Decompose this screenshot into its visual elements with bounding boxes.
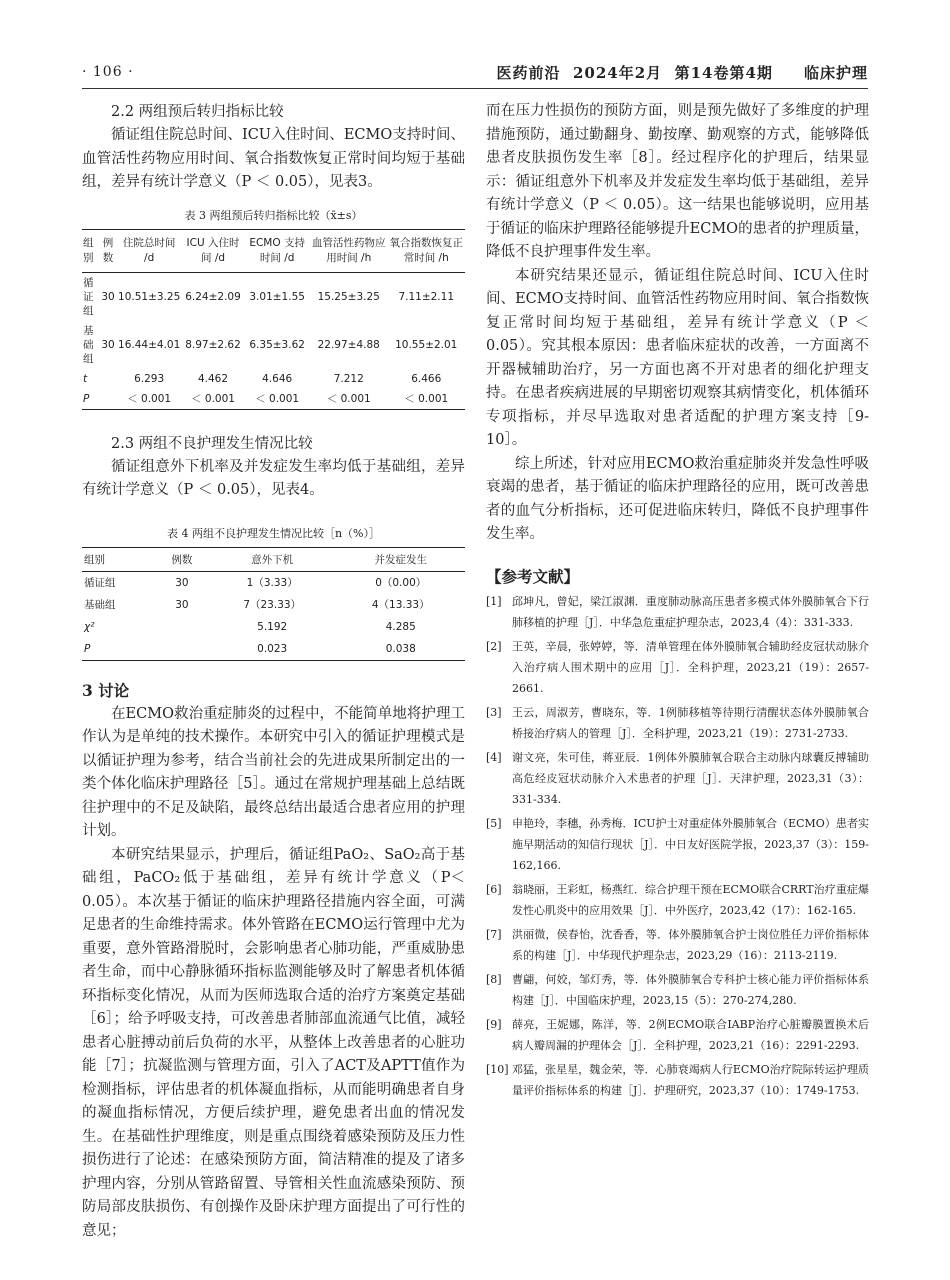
section-2-2-para: 循证组住院总时间、ICU入住时间、ECMO支持时间、血管活性药物应用时间、氧合指数恢复正常时间均短于基础组，差异有统计学意义（P ＜ 0.05），见表3。	[82, 127, 465, 190]
discussion-continued-para: 而在压力性损伤的预防方面，则是预先做好了多维度的护理措施预防，通过勤翻身、勤按摩、勤观察的方式，能够降低患者皮肤损伤发生率［8］。经过程序化的护理后，结果显示：循证组意外下机率及并发症发生率均低于基础组，差异有统计学意义（P ＜ 0.05）。这一结果也能够说明，应用基于循证的临床护理路径能够提升ECMO的患者的护理质量，降低不良护理事件发生率。	[486, 103, 869, 260]
table-cell: 0.038	[385, 642, 416, 655]
reference-text: 薛亮，王妮娜，陈洋，等．2例ECMO联合IABP治疗心脏瓣膜置换术后病人瓣周漏的护理体会［J］．全科护理，2023,21（16）：2291-2293.	[512, 1017, 869, 1052]
table-row	[82, 389, 465, 410]
table-cell: 16.44±4.01	[118, 338, 181, 351]
discussion-para2: 本研究结果还显示，循证组住院总时间、ICU入住时间、ECMO支持时间、血管活性药物应用时间、氧合指数恢复正常时间均短于基础组，差异有统计学意义（P ＜ 0.05）。究其根本原因：患者临床症状的改善，一方面离不开器械辅助治疗，另一方面也离不开对患者的细化护理支持。在患者疾病进展的早期密切观察其病情变化，机体循环专项指标，并尽早选取对患者适配的护理方案支持［9-10］。	[486, 267, 869, 448]
table-cell: P	[84, 642, 91, 655]
table-row	[82, 272, 465, 321]
table3-caption: 表 3 两组预后转归指标比较（x̄±s）	[184, 208, 363, 222]
reference-text: 申艳玲，李穗，孙秀梅．ICU护士对重症体外膜肺氧合（ECMO）患者实施早期活动的知信行现状［J］．中日友好医院学报，2023,37（3）：159-162,166.	[512, 816, 869, 872]
reference-item	[486, 1059, 869, 1101]
table-cell: 30	[175, 576, 189, 589]
table-header-cell: 并发症发生	[336, 547, 465, 571]
reference-text: 洪丽微，侯春怡，沈香香，等．体外膜肺氧合护士岗位胜任力评价指标体系的构建［J］．中华现代护理杂志，2023,29（16）：2113-2119.	[512, 927, 869, 962]
table-cell: 6.35±3.62	[249, 338, 305, 351]
table-cell: 0（0.00）	[375, 576, 427, 589]
table-cell: 4.285	[385, 620, 416, 633]
section-3-para2: 本研究结果显示，护理后，循证组PaO₂、SaO₂高于基础组，PaCO₂低于基础组，差异有统计学意义（P＜0.05）。本次基于循证的临床护理路径措施内容全面，可满足患者的生命维持需求。体外管路在ECMO运行管理中尤为重要，意外管路滑脱时，会影响患者心肺功能，严重威胁患者生命，而中心静脉循环指标监测能够及时了解患者机体循环指标变化情况，从而为医师选取合适的治疗方案奠定基础［6］；给予呼吸支持，可改善患者肺部血流通气比值，减轻患者心脏搏动前后负荷的水平，从整体上改善患者的心脏功能［7］；抗凝监测与管理方面，引入了ACT及APTT值作为检测指标，评估患者的机体凝血指标，从而能明确患者自身的凝血指标情况，方便后续护理，避免患者出血的情况发生。在基础性护理维度，则是重点围绕着感染预防及压力性损伤进行了论述：在感染预防方面，简洁精准的提及了诸多护理内容，分别从管路留置、导管相关性血流感染预防、预防局部皮肤损伤、有创操作及卧床护理方面提出了可行性的意见；	[82, 846, 465, 1239]
reference-number: [8]	[486, 972, 502, 986]
table-cell: t	[83, 372, 88, 385]
section-2-3-para: 循证组意外下机率及并发症发生率均低于基础组，差异有统计学意义（P ＜ 0.05），见表4。	[82, 458, 465, 498]
table-cell: ＜ 0.001	[326, 392, 371, 405]
left-column	[82, 100, 465, 1243]
table-cell: 1（3.33）	[246, 576, 298, 589]
conclusion-para: 综上所述，针对应用ECMO救治重症肺炎并发急性呼吸衰竭的患者，基于循证的临床护理路径的应用，既可改善患者的血气分析指标，还可促进临床转归，降低不良护理事件发生率。	[486, 455, 869, 542]
table-cell: 基础组	[83, 324, 94, 365]
reference-number: [5]	[486, 816, 502, 830]
table4-caption: 表 4 两组不良护理发生情况比较［n（%）］	[166, 526, 381, 540]
table-cell	[156, 638, 208, 661]
table-row	[82, 616, 465, 638]
table-cell: ＜ 0.001	[255, 392, 300, 405]
reference-item	[486, 591, 869, 633]
reference-item	[486, 636, 869, 699]
reference-text: 邱坤凡，曾妃，梁江淑渊．重度肺动脉高压患者多模式体外膜肺氧合下行肺移植的护理［J］．中华急危重症护理杂志，2023,4（4）：331-333.	[512, 594, 869, 629]
table-header-cell: 意外下机	[208, 547, 337, 571]
reference-number: [3]	[486, 705, 502, 719]
reference-number: [1]	[486, 594, 502, 608]
table-cell: 30	[175, 598, 189, 611]
reference-number: [4]	[486, 750, 502, 764]
reference-item	[486, 747, 869, 810]
reference-item	[486, 1014, 869, 1056]
table-cell: 0.023	[257, 642, 288, 655]
table-cell: χ²	[84, 620, 95, 633]
table-cell	[99, 369, 116, 389]
section-3-title: 3 讨论	[82, 680, 130, 700]
reference-item	[486, 879, 869, 921]
table-row	[82, 594, 465, 616]
table-cell: 8.97±2.62	[185, 338, 241, 351]
table-cell: 10.51±3.25	[118, 290, 181, 303]
table-row	[82, 571, 465, 594]
reference-text: 王云，周淑芳，曹晓东，等．1例肺移植等待期行清醒状态体外膜肺氧合桥接治疗病人的管理［J］．全科护理，2023,21（19）：2731-2733.	[512, 705, 869, 740]
table-cell: ＜ 0.001	[127, 392, 172, 405]
table-header-cell: 血管活性药物应用时间 /h	[310, 229, 387, 272]
table-cell: 15.25±3.25	[317, 290, 380, 303]
reference-number: [10]	[486, 1062, 509, 1076]
running-header	[82, 58, 868, 89]
table-row	[82, 638, 465, 661]
reference-text: 翁晓丽，王彩虹，杨燕红．综合护理干预在ECMO联合CRRT治疗重症爆发性心肌炎中的应用效果［J］．中外医疗，2023,42（17）：162-165.	[512, 882, 869, 917]
table-row	[82, 369, 465, 389]
table-cell: 30	[101, 290, 115, 303]
table-row	[82, 321, 465, 369]
table-cell: 7.11±2.11	[398, 290, 455, 303]
section-2-3-title: 2.3 两组不良护理发生情况比较	[111, 435, 313, 452]
table-cell	[99, 389, 116, 410]
references-list	[486, 591, 869, 1101]
table-cell: P	[83, 392, 90, 405]
reference-number: [2]	[486, 639, 502, 653]
table-cell: 4.462	[197, 372, 229, 385]
page-number: · 106 ·	[82, 64, 134, 80]
table-cell: ＜ 0.001	[404, 392, 449, 405]
right-column	[486, 100, 869, 1104]
table-header-cell: ICU 入住时间 /d	[182, 229, 245, 272]
table-cell	[156, 616, 208, 638]
reference-text: 邓猛，张星星，魏金荣，等．心肺衰竭病人行ECMO治疗院际转运护理质量评价指标体系的构建［J］．护理研究，2023,37（10）：1749-1753.	[512, 1062, 869, 1097]
table-cell: 10.55±2.01	[395, 338, 458, 351]
reference-item	[486, 702, 869, 744]
table-header-cell: 住院总时间 /d	[117, 229, 182, 272]
reference-text: 王英，辛晨，张婷婷，等．清单管理在体外膜肺氧合辅助经皮冠状动脉介入治疗病人围术期中的应用［J］．全科护理，2023,21（19）：2657-2661.	[512, 639, 869, 695]
table-header-cell: 组别	[82, 229, 99, 272]
table-cell: 7.212	[333, 372, 364, 385]
table-cell: 4.646	[262, 372, 293, 385]
table-cell: 3.01±1.55	[249, 290, 305, 303]
table-cell: 30	[101, 338, 115, 351]
table-cell: 基础组	[84, 598, 116, 611]
table3	[82, 229, 465, 410]
table-header-cell: 组别	[82, 547, 156, 571]
table-header-cell: 例数	[156, 547, 208, 571]
section-2-2-title: 2.2 两组预后转归指标比较	[111, 104, 284, 120]
reference-number: [7]	[486, 927, 502, 941]
reference-number: [6]	[486, 882, 502, 896]
table-cell: ＜ 0.001	[191, 392, 235, 405]
section-3-para1: 在ECMO救治重症肺炎的过程中，不能简单地将护理工作认为是单纯的技术操作。本研究中引入的循证护理模式是以循证护理为参考，结合当前社会的先进成果所制定出的一类个体化临床护理路径［5］。通过在常规护理基础上总结既往护理中的不足及缺陷，最终总结出最适合患者应用的护理计划。	[82, 705, 465, 839]
table-cell: 5.192	[257, 620, 288, 633]
table-cell: 6.24±2.09	[185, 290, 241, 303]
table-cell: 4（13.33）	[371, 598, 430, 611]
reference-item	[486, 924, 869, 966]
table4	[82, 547, 465, 661]
table-header-cell: 氧合指数恢复正常时间 /h	[387, 229, 465, 272]
table-cell: 循证组	[83, 276, 94, 317]
reference-number: [9]	[486, 1017, 502, 1031]
table-cell: 6.293	[134, 372, 165, 385]
reference-text: 曹翩，何姣，邹灯秀，等．体外膜肺氧合专科护士核心能力评价指标体系构建［J］．中国临床护理，2023,15（5）：270-274,280.	[512, 972, 869, 1007]
reference-item	[486, 813, 869, 876]
reference-text: 谢文亮，朱可佳，蒋亚辰．1例体外膜肺氧合联合主动脉内球囊反搏辅助高危经皮冠状动脉介入术患者的护理［J］．天津护理，2023,31（3）：331-334.	[512, 750, 869, 806]
table-cell: 循证组	[84, 576, 116, 589]
table-header-cell: 例数	[99, 229, 116, 272]
table-cell: 6.466	[411, 372, 442, 385]
reference-item	[486, 969, 869, 1011]
table-header-cell: ECMO 支持时间 /d	[244, 229, 310, 272]
journal-info: 医药前沿 2024年2月 第14卷第4期 临床护理	[496, 64, 868, 82]
table-cell: 22.97±4.88	[317, 338, 380, 351]
table-cell: 7（23.33）	[243, 598, 302, 611]
references-title: 【参考文献】	[486, 566, 580, 586]
